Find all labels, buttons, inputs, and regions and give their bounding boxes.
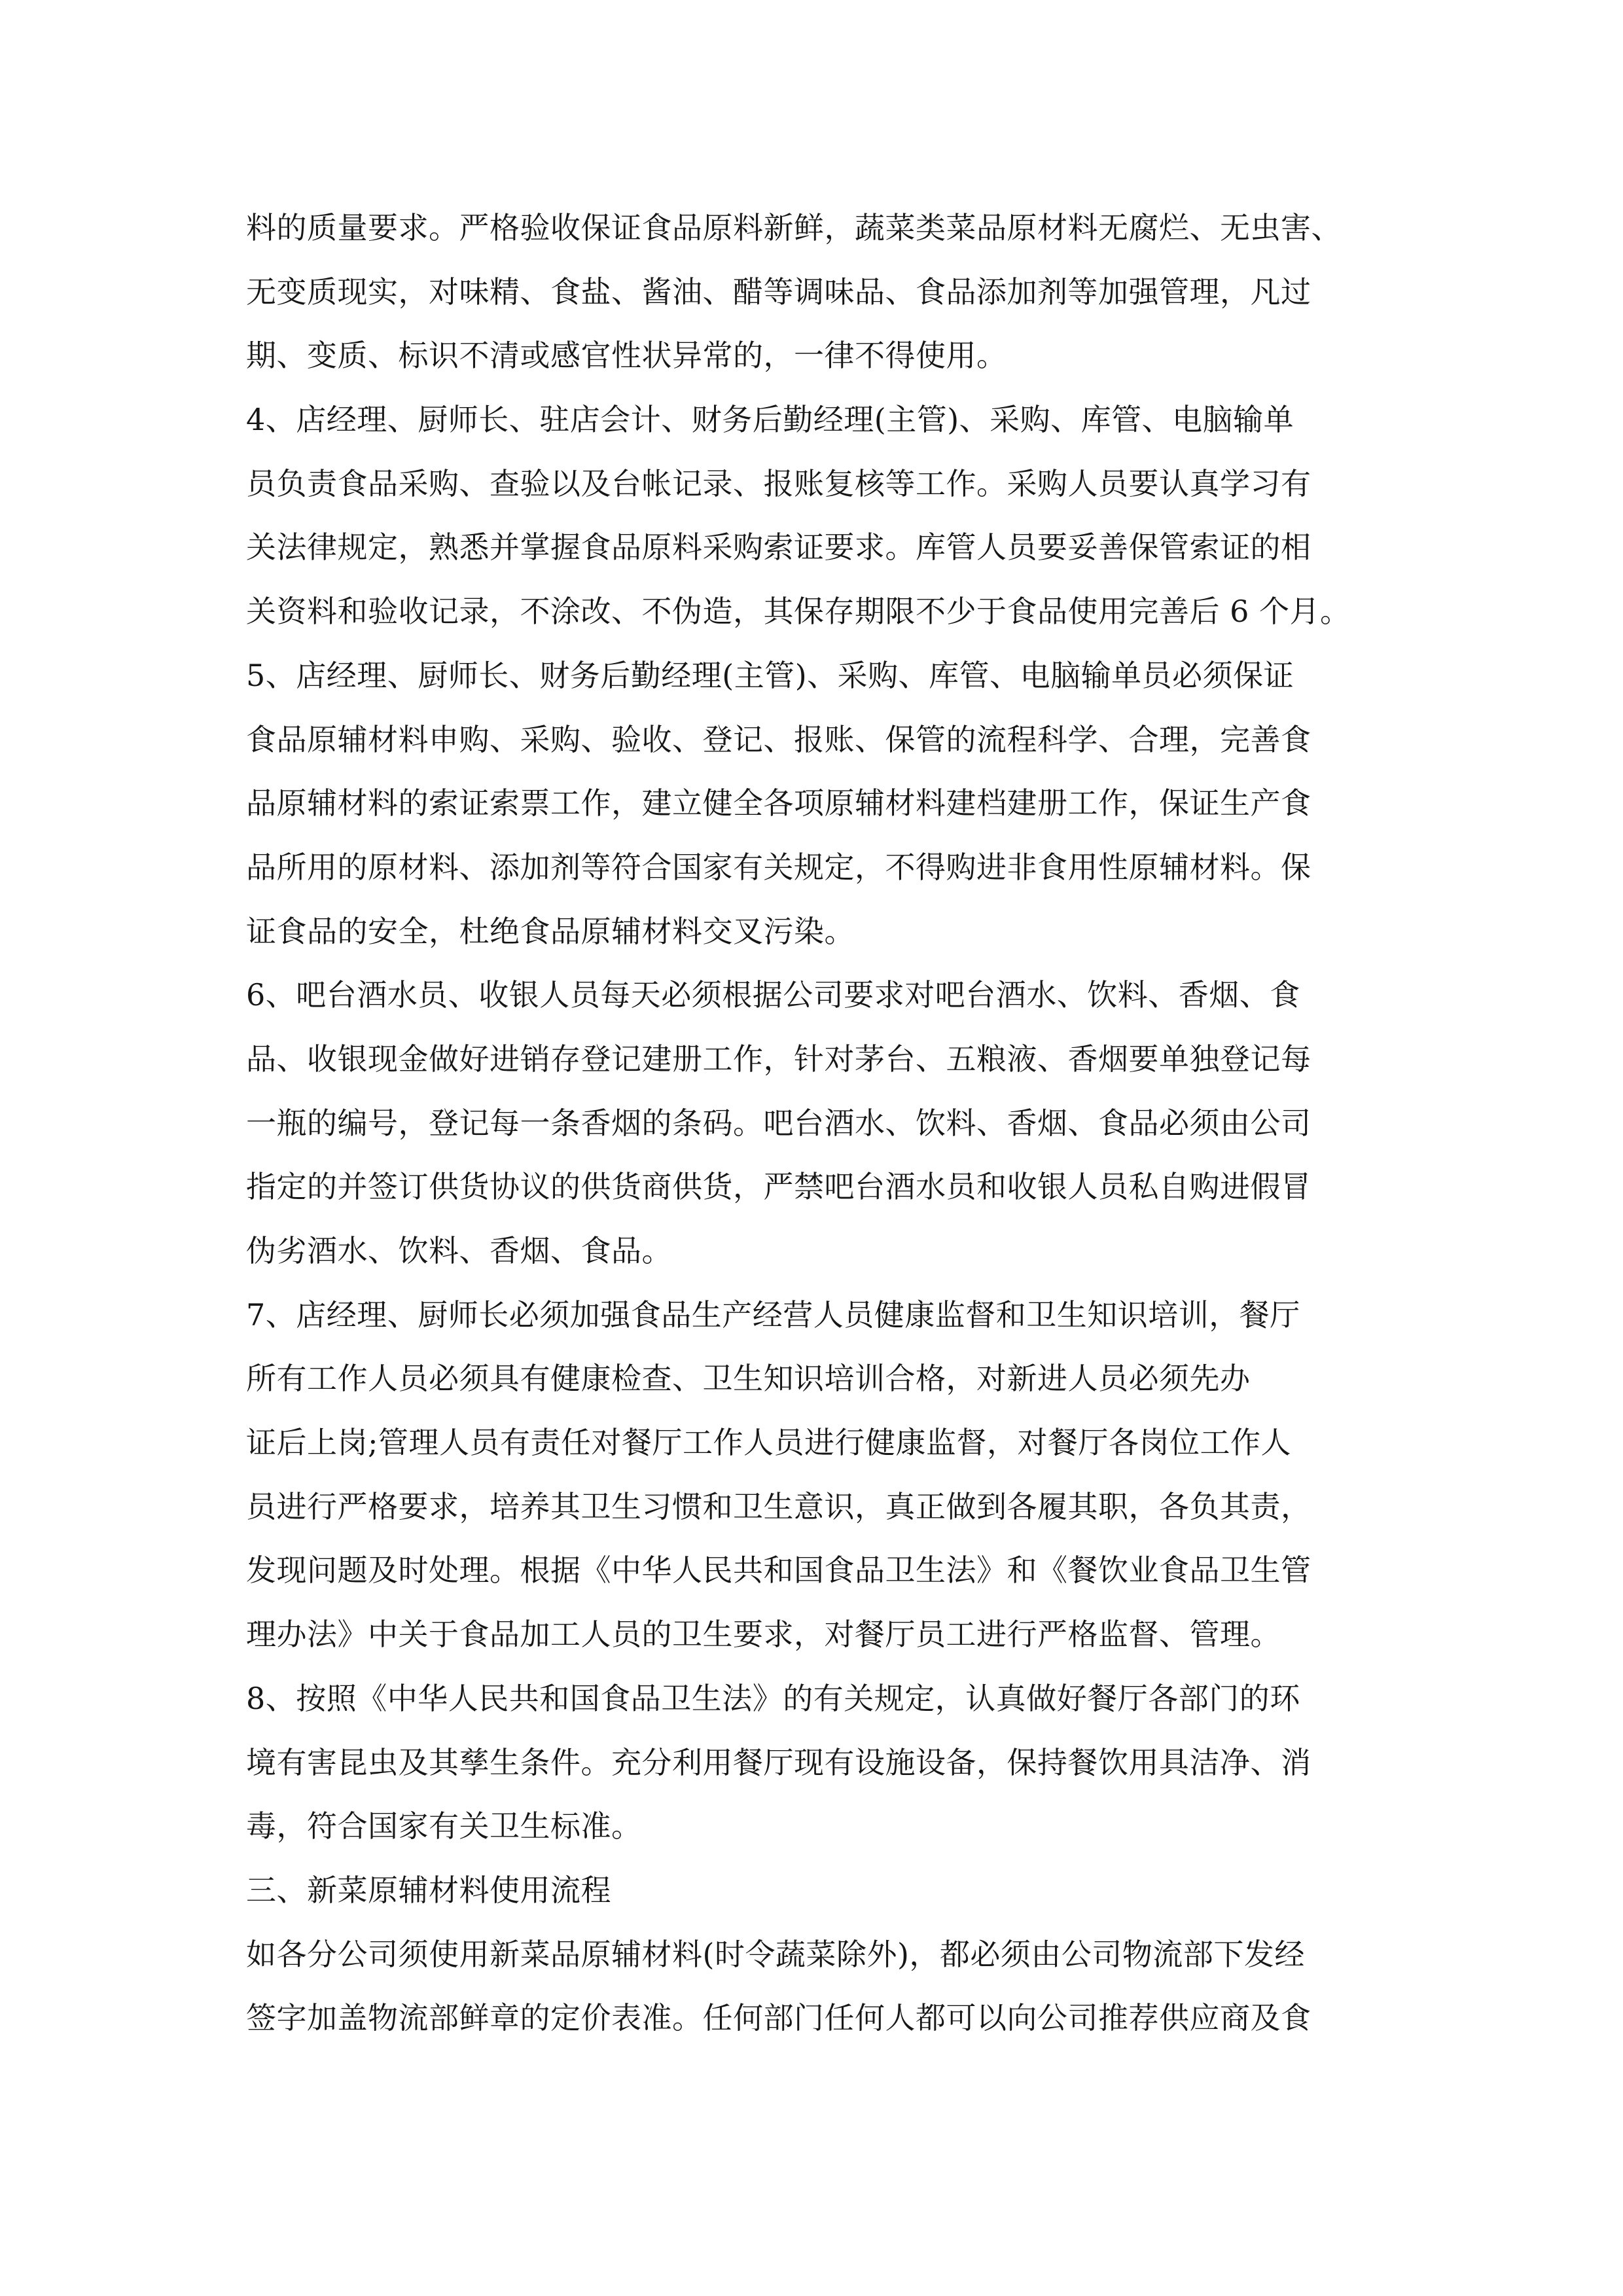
text-line: 境有害昆虫及其孳生条件。充分利用餐厅现有设施设备，保持餐饮用具洁净、消 (246, 1744, 1311, 1780)
text-line: 食品原辅材料申购、采购、验收、登记、报账、保管的流程科学、合理，完善食 (246, 721, 1311, 757)
text-line: 品、收银现金做好进销存登记建册工作，针对茅台、五粮液、香烟要单独登记每 (246, 1041, 1311, 1077)
text-line: 证食品的安全，杜绝食品原辅材料交叉污染。 (246, 913, 855, 949)
text-line: 料的质量要求。严格验收保证食品原料新鲜，蔬菜类菜品原材料无腐烂、无虫害、 (246, 210, 1342, 245)
text-line: 一瓶的编号，登记每一条香烟的条码。吧台酒水、饮料、香烟、食品必须由公司 (246, 1105, 1311, 1141)
text-line: 如各分公司须使用新菜品原辅材料(时令蔬菜除外)，都必须由公司物流部下发经 (246, 1936, 1305, 1972)
text-line: 无变质现实，对味精、食盐、酱油、醋等调味品、食品添加剂等加强管理，凡过 (246, 274, 1311, 310)
text-line: 伪劣酒水、饮料、香烟、食品。 (246, 1233, 672, 1268)
text-line: 7、店经理、厨师长必须加强食品生产经营人员健康监督和卫生知识培训，餐厅 (246, 1297, 1300, 1333)
text-line: 毒，符合国家有关卫生标准。 (246, 1808, 642, 1844)
text-line: 4、店经理、厨师长、驻店会计、财务后勤经理(主管)、采购、库管、电脑输单 (246, 402, 1294, 438)
text-line: 员进行严格要求，培养其卫生习惯和卫生意识，真正做到各履其职，各负其责， (246, 1488, 1311, 1524)
text-line: 品所用的原材料、添加剂等符合国家有关规定，不得购进非食用性原辅材料。保 (246, 849, 1311, 885)
text-line: 证后上岗;管理人员有责任对餐厅工作人员进行健康监督，对餐厅各岗位工作人 (246, 1425, 1291, 1461)
text-line: 指定的并签订供货协议的供货商供货，严禁吧台酒水员和收银人员私自购进假冒 (246, 1169, 1311, 1205)
text-line: 员负责食品采购、查验以及台帐记录、报账复核等工作。采购人员要认真学习有 (246, 465, 1311, 501)
text-line: 签字加盖物流部鲜章的定价表准。任何部门任何人都可以向公司推荐供应商及食 (246, 2000, 1311, 2036)
text-line: 关法律规定，熟悉并掌握食品原料采购索证要求。库管人员要妥善保管索证的相 (246, 529, 1311, 565)
text-line: 5、店经理、厨师长、财务后勤经理(主管)、采购、库管、电脑输单员必须保证 (246, 657, 1294, 693)
text-line: 所有工作人员必须具有健康检查、卫生知识培训合格，对新进人员必须先办 (246, 1361, 1251, 1397)
text-line: 8、按照《中华人民共和国食品卫生法》的有关规定，认真做好餐厅各部门的环 (246, 1680, 1300, 1716)
body-text (246, 196, 1424, 2051)
text-line: 关资料和验收记录，不涂改、不伪造，其保存期限不少于食品使用完善后 6 个月。 (246, 594, 1351, 630)
text-line: 品原辅材料的索证索票工作，建立健全各项原辅材料建档建册工作，保证生产食 (246, 785, 1311, 821)
text-line: 理办法》中关于食品加工人员的卫生要求，对餐厅员工进行严格监督、管理。 (246, 1617, 1281, 1653)
text-line: 期、变质、标识不清或感官性状异常的，一律不得使用。 (246, 338, 1007, 374)
section-heading: 三、新菜原辅材料使用流程 (246, 1872, 611, 1908)
text-line: 6、吧台酒水员、收银人员每天必须根据公司要求对吧台酒水、饮料、香烟、食 (246, 977, 1300, 1013)
text-line: 发现问题及时处理。根据《中华人民共和国食品卫生法》和《餐饮业食品卫生管 (246, 1552, 1311, 1588)
